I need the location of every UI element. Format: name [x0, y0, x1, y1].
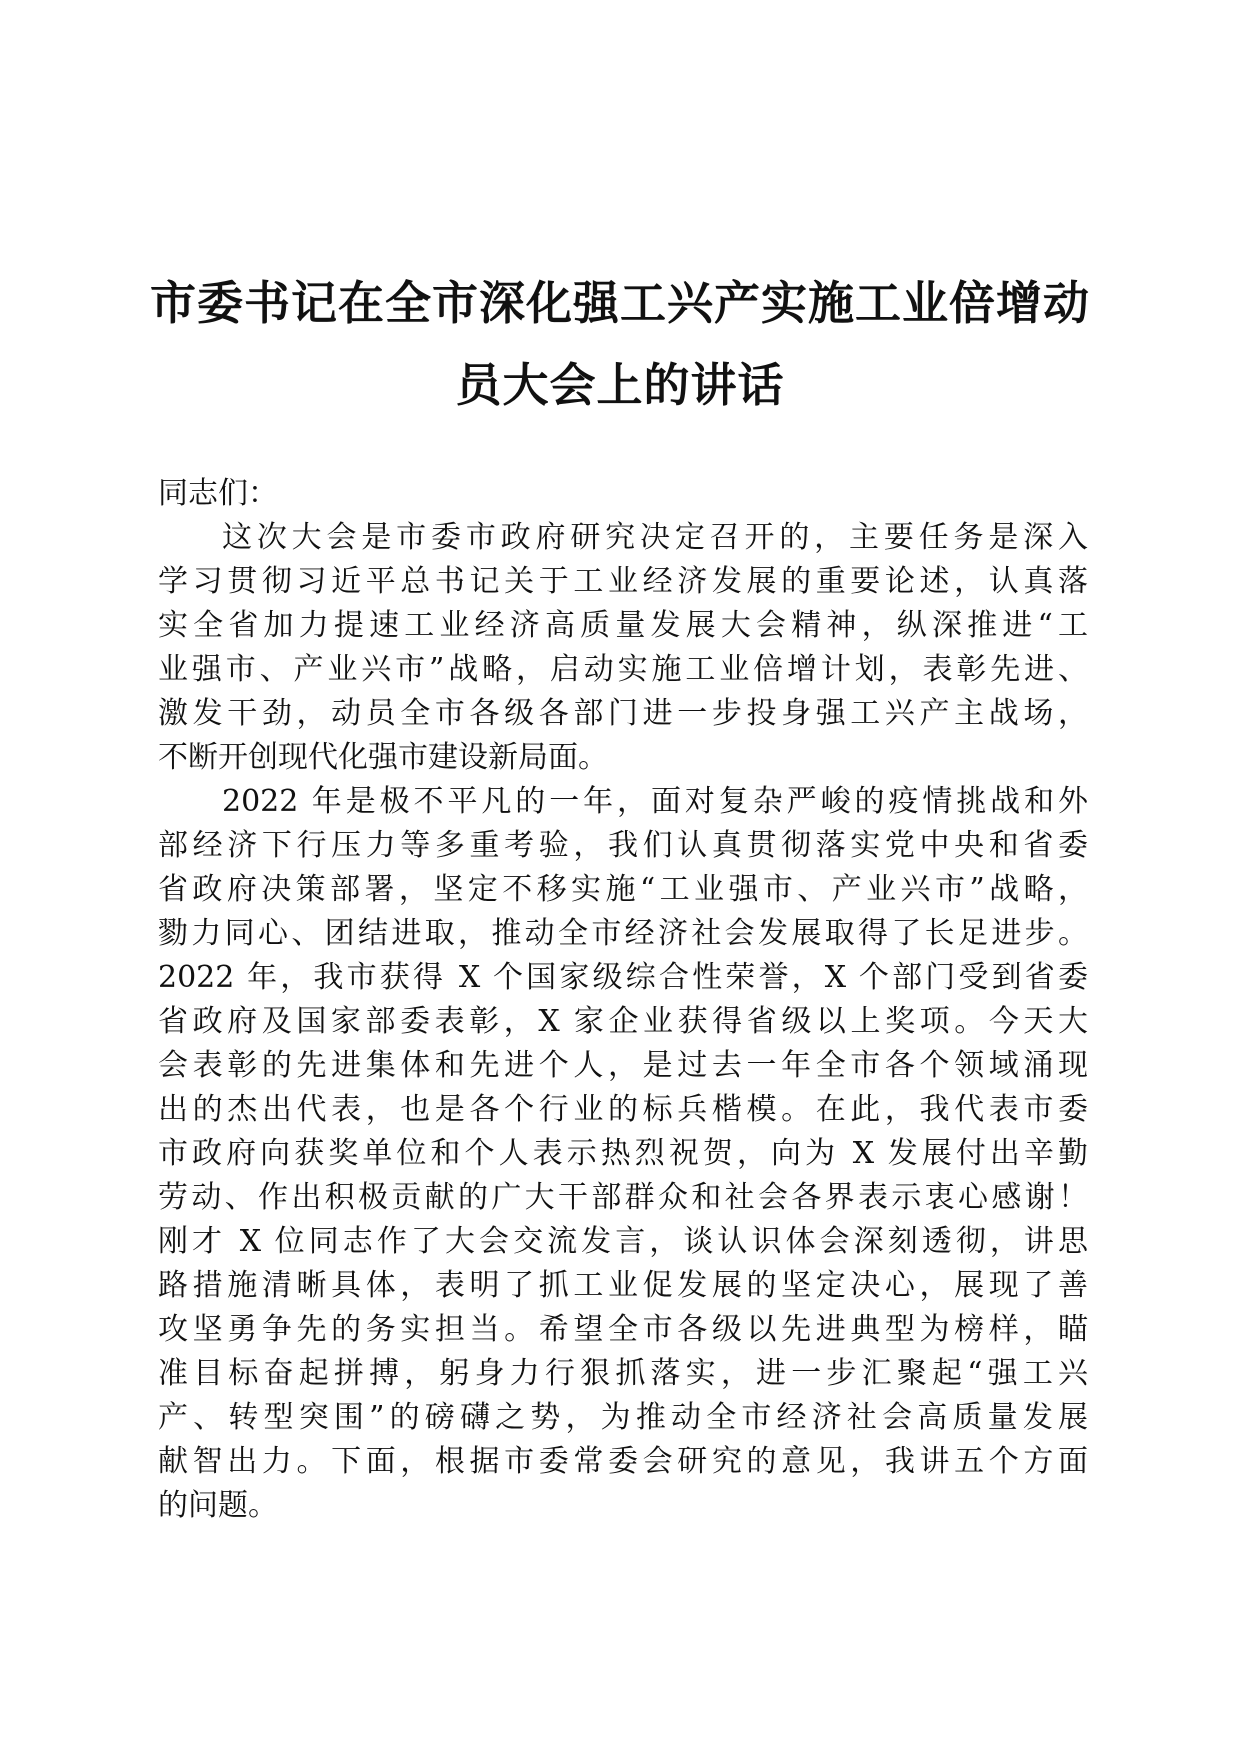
text-line: 献智出力。下面，根据市委常委会研究的意见，我讲五个方面 [158, 1444, 1088, 1479]
text-line: 实全省加力提速工业经济高质量发展大会精神，纵深推进“工 [158, 608, 1088, 643]
text-line: 会表彰的先进集体和先进个人，是过去一年全市各个领域涌现 [158, 1048, 1088, 1083]
text-line: 刚才 X 位同志作了大会交流发言，谈认识体会深刻透彻，讲思 [158, 1224, 1088, 1259]
paragraph-1 [158, 516, 1088, 780]
title-line: 市委书记在全市深化强工兴产实施工业倍增动 [150, 276, 1090, 330]
text-line: 这次大会是市委市政府研究决定召开的，主要任务是深入 [222, 520, 1088, 555]
document-title [140, 262, 1100, 426]
text-line: 市政府向获奖单位和个人表示热烈祝贺，向为 X 发展付出辛勤 [158, 1136, 1088, 1171]
text-line: 部经济下行压力等多重考验，我们认真贯彻落实党中央和省委 [158, 828, 1088, 863]
paragraph-2 [158, 780, 1088, 1528]
document-body [158, 472, 1088, 1528]
text-line: 不断开创现代化强市建设新局面。 [158, 740, 608, 775]
text-line: 业强市、产业兴市”战略，启动实施工业倍增计划，表彰先进、 [158, 652, 1088, 687]
text-line: 攻坚勇争先的务实担当。希望全市各级以先进典型为榜样，瞄 [158, 1312, 1088, 1347]
text-line: 出的杰出代表，也是各个行业的标兵楷模。在此，我代表市委 [158, 1092, 1088, 1127]
text-line: 学习贯彻习近平总书记关于工业经济发展的重要论述，认真落 [158, 564, 1088, 599]
text-line: 勠力同心、团结进取，推动全市经济社会发展取得了长足进步。 [158, 916, 1088, 951]
text-line: 准目标奋起拼搏，躬身力行狠抓落实，进一步汇聚起“强工兴 [158, 1356, 1088, 1391]
salutation: 同志们： [158, 476, 278, 511]
text-line: 的问题。 [158, 1488, 278, 1523]
text-line: 激发干劲，动员全市各级各部门进一步投身强工兴产主战场， [158, 696, 1088, 731]
text-line: 2022 年是极不平凡的一年，面对复杂严峻的疫情挑战和外 [222, 784, 1088, 819]
text-line: 2022 年，我市获得 X 个国家级综合性荣誉，X 个部门受到省委 [158, 960, 1088, 995]
title-line: 员大会上的讲话 [455, 358, 785, 412]
text-line: 产、转型突围”的磅礴之势，为推动全市经济社会高质量发展 [158, 1400, 1088, 1435]
text-line: 省政府决策部署，坚定不移实施“工业强市、产业兴市”战略， [158, 872, 1088, 907]
text-line: 劳动、作出积极贡献的广大干部群众和社会各界表示衷心感谢！ [158, 1180, 1088, 1215]
text-line: 省政府及国家部委表彰，X 家企业获得省级以上奖项。今天大 [158, 1004, 1088, 1039]
text-line: 路措施清晰具体，表明了抓工业促发展的坚定决心，展现了善 [158, 1268, 1088, 1303]
